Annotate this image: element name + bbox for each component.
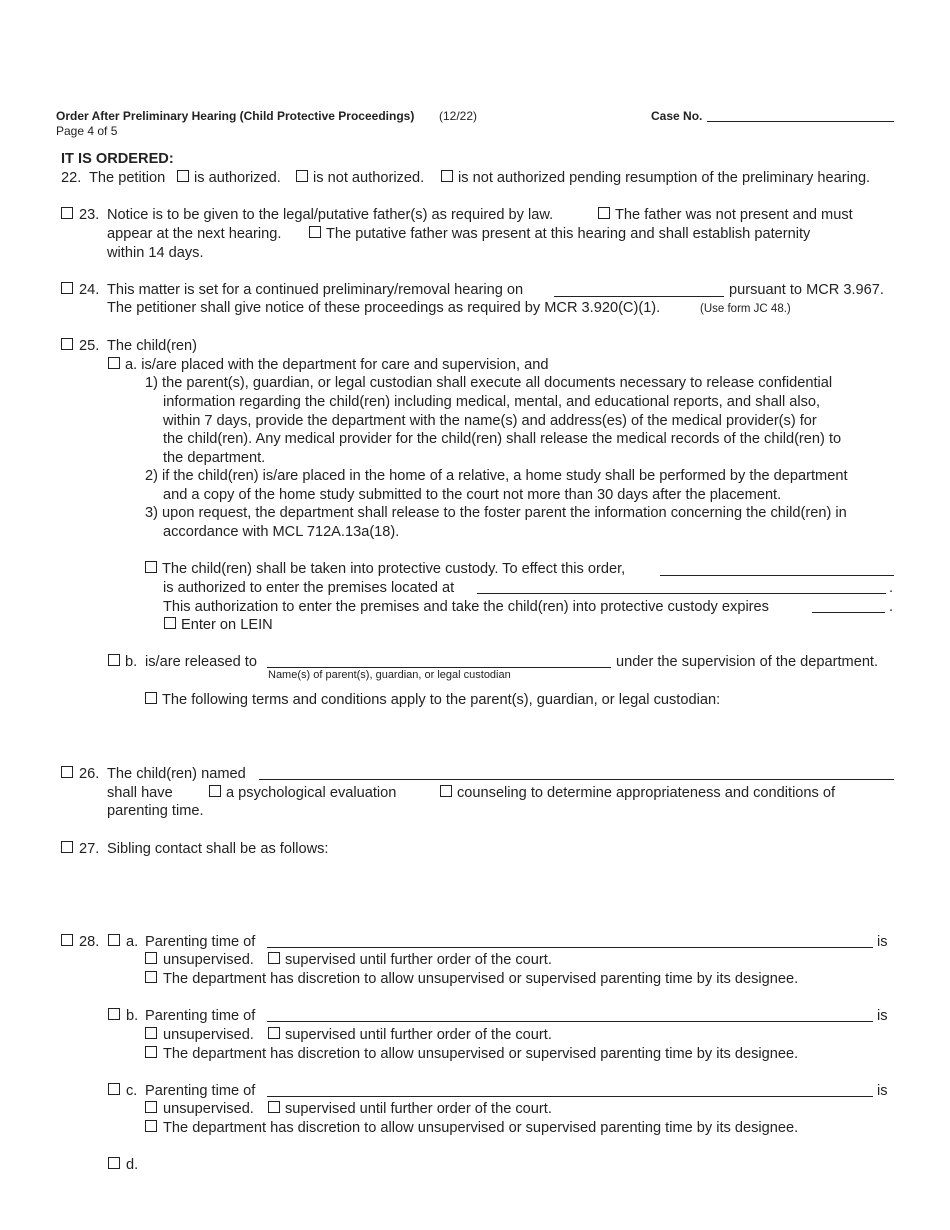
item25b-checkbox[interactable] (108, 654, 120, 666)
item25a-checkbox[interactable] (108, 357, 120, 369)
item27-checkbox[interactable] (61, 841, 73, 853)
item26-checkbox[interactable] (61, 766, 73, 778)
item25-custody-officer-field[interactable] (660, 575, 894, 576)
item27-number: 27. (79, 841, 100, 857)
item24-checkbox[interactable] (61, 282, 73, 294)
item25b-released-to-field[interactable] (267, 667, 611, 668)
item28c-unsupervised-checkbox[interactable] (145, 1101, 157, 1113)
item22-not-authorized-label: is not authorized. (313, 170, 425, 186)
item26-counseling-checkbox[interactable] (440, 785, 452, 797)
item28a-lead: Parenting time of (145, 934, 256, 950)
item28c-supervised-label: supervised until further order of the court. (285, 1101, 552, 1117)
item25-lein-label: Enter on LEIN (181, 617, 273, 633)
item28b-unsupervised-label: unsupervised. (163, 1027, 254, 1043)
item22-pending-checkbox[interactable] (441, 170, 453, 182)
item25a2-line1: 2) if the child(ren) is/are placed in the home of a relative, a home study shall be performed by the department (145, 468, 848, 484)
item23-putative-present-label-cont: within 14 days. (107, 245, 204, 261)
item26-psych-eval-label: a psychological evaluation (226, 785, 397, 801)
item25a1-line4: the child(ren). Any medical provider for the child(ren) shall release the medical records of the child(ren) to (163, 431, 842, 447)
item28b-name-field[interactable] (267, 1021, 873, 1022)
item23-checkbox[interactable] (61, 207, 73, 219)
item23-father-absent-label: The father was not present and must (615, 207, 853, 223)
item25-custody-checkbox[interactable] (145, 561, 157, 573)
item24-text: This matter is set for a continued preliminary/removal hearing on (107, 282, 524, 298)
item26-child-name-field[interactable] (259, 779, 894, 780)
item28c-checkbox[interactable] (108, 1083, 120, 1095)
item26-shall-have: shall have (107, 785, 173, 801)
item25-premises-text: is authorized to enter the premises located at (163, 580, 455, 596)
item26-number: 26. (79, 766, 100, 782)
item25-lein-checkbox[interactable] (164, 617, 176, 629)
item28b-checkbox[interactable] (108, 1008, 120, 1020)
item25b-text-end: under the supervision of the department. (616, 654, 879, 670)
item28b-supervised-checkbox[interactable] (268, 1027, 280, 1039)
item22-authorized-label: is authorized. (194, 170, 281, 186)
item23-putative-present-label: The putative father was present at this hearing and shall establish paternity (326, 226, 811, 242)
case-no-label: Case No. (651, 109, 703, 123)
item25-custody-text: The child(ren) shall be taken into protective custody. To effect this order, (162, 561, 626, 577)
item24-form-note: (Use form JC 48.) (700, 303, 791, 315)
item25a3-line2: accordance with MCL 712A.13a(18). (163, 524, 400, 540)
item28-checkbox[interactable] (61, 934, 73, 946)
item28a-checkbox[interactable] (108, 934, 120, 946)
item24-text-end: pursuant to MCR 3.967. (729, 282, 884, 298)
item28a-letter: a. (126, 934, 139, 950)
item28b-unsupervised-checkbox[interactable] (145, 1027, 157, 1039)
item25a1-line2: information regarding the child(ren) including medical, mental, and educational reports, and shall also, (163, 394, 821, 410)
ordered-heading: IT IS ORDERED: (61, 151, 174, 167)
item28c-supervised-checkbox[interactable] (268, 1101, 280, 1113)
item28d-letter: d. (126, 1157, 139, 1173)
item26-counseling-label: counseling to determine appropriateness and conditions of (457, 785, 836, 801)
item25a1-line1: 1) the parent(s), guardian, or legal custodian shall execute all documents necessary to release confidential (145, 375, 833, 391)
item22-number: 22. (61, 170, 82, 186)
item25a2-line2: and a copy of the home study submitted to the court not more than 30 days after the placement. (163, 487, 782, 503)
item25-terms-label: The following terms and conditions apply to the parent(s), guardian, or legal custodian: (162, 692, 721, 708)
item28a-is: is (877, 934, 888, 950)
item28b-is: is (877, 1008, 888, 1024)
item25a-label: a. is/are placed with the department for care and supervision, and (125, 357, 549, 373)
item28a-supervised-checkbox[interactable] (268, 952, 280, 964)
item28c-discretion-checkbox[interactable] (145, 1120, 157, 1132)
item25a1-line5: the department. (163, 450, 266, 466)
item25b-text: is/are released to (145, 654, 257, 670)
item28c-letter: c. (126, 1083, 138, 1099)
item25a3-line1: 3) upon request, the department shall release to the foster parent the information concerning the child(ren) in (145, 505, 847, 521)
item23-text: Notice is to be given to the legal/putative father(s) as required by law. (107, 207, 554, 223)
item25-lead: The child(ren) (107, 338, 198, 354)
item28b-supervised-label: supervised until further order of the court. (285, 1027, 552, 1043)
item22-authorized-checkbox[interactable] (177, 170, 189, 182)
item22-not-authorized-checkbox[interactable] (296, 170, 308, 182)
item25a1-line3: within 7 days, provide the department with the name(s) and address(es) of the medical provider(s) for (163, 413, 817, 429)
item28a-discretion-label: The department has discretion to allow unsupervised or supervised parenting time by its designee. (163, 971, 799, 987)
item25-checkbox[interactable] (61, 338, 73, 350)
item28a-unsupervised-checkbox[interactable] (145, 952, 157, 964)
item26-tail: parenting time. (107, 803, 204, 819)
item28a-unsupervised-label: unsupervised. (163, 952, 254, 968)
item28a-supervised-label: supervised until further order of the court. (285, 952, 552, 968)
item26-lead: The child(ren) named (107, 766, 246, 782)
item25b-letter: b. (125, 654, 138, 670)
item23-father-absent-checkbox[interactable] (598, 207, 610, 219)
item28d-checkbox[interactable] (108, 1157, 120, 1169)
item25b-caption: Name(s) of parent(s), guardian, or legal custodian (268, 669, 511, 681)
case-no-field[interactable] (707, 121, 894, 122)
item28b-letter: b. (126, 1008, 139, 1024)
form-title: Order After Preliminary Hearing (Child Protective Proceedings) (56, 109, 415, 123)
item24-hearing-date-field[interactable] (554, 296, 724, 297)
item27-text: Sibling contact shall be as follows: (107, 841, 329, 857)
item25-premises-period: . (889, 580, 894, 596)
item25-expires-field[interactable] (812, 612, 885, 613)
item26-psych-eval-checkbox[interactable] (209, 785, 221, 797)
item28-number: 28. (79, 934, 100, 950)
item22-pending-label: is not authorized pending resumption of the preliminary hearing. (458, 170, 871, 186)
item28a-name-field[interactable] (267, 947, 873, 948)
item25-expires-text: This authorization to enter the premises and take the child(ren) into protective custody expires (163, 599, 769, 615)
item28c-name-field[interactable] (267, 1096, 873, 1097)
item23-number: 23. (79, 207, 100, 223)
item23-putative-present-checkbox[interactable] (309, 226, 321, 238)
item28b-lead: Parenting time of (145, 1008, 256, 1024)
item25-expires-period: . (889, 599, 894, 615)
item28c-unsupervised-label: unsupervised. (163, 1101, 254, 1117)
item23-father-absent-label-cont: appear at the next hearing. (107, 226, 282, 242)
item28c-discretion-label: The department has discretion to allow unsupervised or supervised parenting time by its designee. (163, 1120, 799, 1136)
item24-number: 24. (79, 282, 100, 298)
page-number: Page 4 of 5 (56, 124, 118, 138)
item28c-is: is (877, 1083, 888, 1099)
item28c-lead: Parenting time of (145, 1083, 256, 1099)
item25-terms-checkbox[interactable] (145, 692, 157, 704)
item28b-discretion-label: The department has discretion to allow unsupervised or supervised parenting time by its designee. (163, 1046, 799, 1062)
item25-premises-address-field[interactable] (477, 593, 886, 594)
item22-lead: The petition (89, 170, 166, 186)
item28a-discretion-checkbox[interactable] (145, 971, 157, 983)
item28b-discretion-checkbox[interactable] (145, 1046, 157, 1058)
item24-notice-text: The petitioner shall give notice of these proceedings as required by MCR 3.920(C)(1). (107, 300, 661, 316)
form-revision: (12/22) (439, 109, 478, 123)
item25-number: 25. (79, 338, 100, 354)
